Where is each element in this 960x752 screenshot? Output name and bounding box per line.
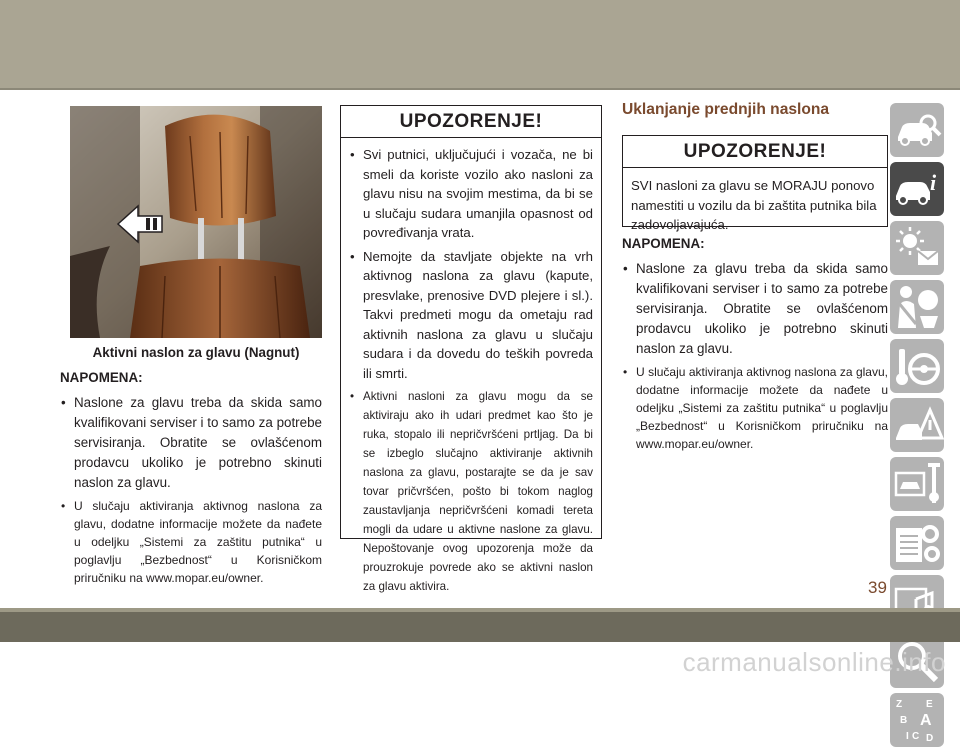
footer-bar	[0, 612, 960, 642]
note-bullet: • U slučaju aktiviranja aktivnog naslona za glavu, dodatne informacije možete da nađete u odeljku „Sistemi za zaštitu putnika“ u poglavlju „Bezbednost“ u Korisničkom priručniku na www.mopar.eu/owner.	[622, 363, 888, 453]
warning-bullet: • Aktivni nasloni za glavu mogu da se aktiviraju ako ih udari predmet kao što je ruka, stopalo ili nepričvršćeni prtljag. Da bi se izbeglo slučajno aktiviranje aktivnih naslona za glavu, postarajte se da je sav tovar pričvršćen, pošto bi tokom naglog zaustavljanja nepričvršćeni komadi tereta mogli da udare u aktivne naslone za glavu. Nepoštovanje ovog upozorenja može da prouzrokuje povrede ako se aktivni naslon za glavu aktivira.	[349, 387, 593, 596]
airbag-seatbelt-icon[interactable]	[890, 280, 944, 334]
headrest-photo	[70, 106, 322, 338]
car-info-icon[interactable]	[890, 162, 944, 216]
watermark: carmanualsonline.info	[682, 647, 946, 677]
note-heading: NAPOMENA:	[60, 370, 143, 385]
svg-text:E: E	[926, 699, 933, 710]
hazard-triangle-car-icon[interactable]	[890, 398, 944, 452]
car-search-icon[interactable]	[890, 103, 944, 157]
section-title: Uklanjanje prednjih naslona	[622, 101, 830, 118]
svg-text:A: A	[920, 712, 932, 729]
svg-text:C: C	[912, 731, 920, 742]
warning-box-right	[622, 135, 888, 232]
warning-box	[340, 105, 602, 593]
note-bullet: • Naslone za glavu treba da skida samo kvalifikovani serviser i to samo za potrebe servisiranja. Obratite se ovlašćenom prodavcu ukoliko je potrebno skinuti naslon za glavu.	[622, 259, 888, 359]
svg-text:B: B	[900, 715, 908, 726]
right-note	[622, 236, 888, 457]
page-number: 39	[868, 578, 887, 597]
svg-text:Z: Z	[896, 699, 903, 710]
header-rule	[0, 88, 960, 90]
warning-title: UPOZORENJE!	[623, 136, 887, 168]
svg-text:i: i	[930, 170, 937, 195]
note-bullet: • Naslone za glavu treba da skida samo kvalifikovani serviser i to samo za potrebe servisiranja. Obratite se ovlašćenom prodavcu ukoliko je potrebno skinuti naslon za glavu.	[60, 393, 322, 493]
warning-light-mail-icon[interactable]	[890, 221, 944, 275]
warning-title: UPOZORENJE!	[341, 106, 601, 138]
left-note	[60, 370, 322, 591]
warning-bullet: • Svi putnici, uključujući i vozača, ne bi smeli da koriste vozilo ako nasloni za glavu nisu na svojim mestima, da bi se u slučaju sudara umanjila opasnost od povređivanja vrata.	[349, 145, 593, 243]
alphabet-index-icon[interactable]	[890, 693, 944, 747]
warning-bullet: • Nemojte da stavljate objekte na vrh aktivnog naslona za glavu (kapute, presvlake, prenosive DVD plejere i sl.). Takvi predmeti mogu da ometaju rad aktivnih naslona za glavu u slučaju sudara i da dovedu do teških povreda ili smrti.	[349, 247, 593, 384]
header-bar	[0, 0, 960, 90]
svg-text:D: D	[926, 733, 934, 744]
headrest-illustration	[70, 106, 322, 338]
car-wrench-icon[interactable]	[890, 457, 944, 511]
note-heading: NAPOMENA:	[622, 236, 705, 251]
note-bullet: • U slučaju aktiviranja aktivnog naslona za glavu, dodatne informacije možete da nađete u odeljku „Sistemi za zaštitu putnika“ u poglavlju „Bezbednost“ u Korisničkom priručniku na www.mopar.eu/owner.	[60, 497, 322, 587]
svg-text:I: I	[906, 731, 909, 742]
warning-text: SVI nasloni za glavu se MORAJU ponovo namestiti u vozilu da bi zaštita putnika bila zadovoljavajuća.	[631, 178, 877, 232]
key-steering-wheel-icon[interactable]	[890, 339, 944, 393]
specs-gears-icon[interactable]	[890, 516, 944, 570]
figure-caption: Aktivni naslon za glavu (Nagnut)	[92, 345, 300, 360]
